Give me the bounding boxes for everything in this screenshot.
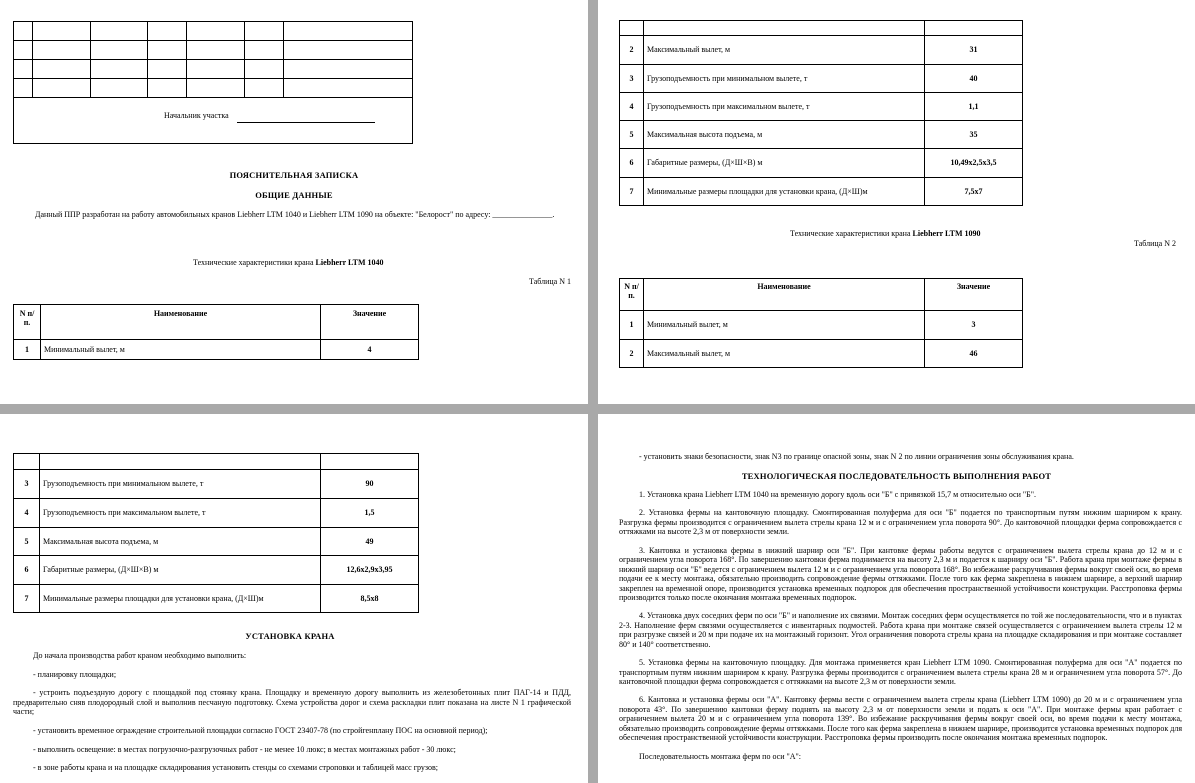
row-name: Грузоподъемность при минимальном вылете, т [644, 65, 925, 93]
table-row [14, 556, 419, 585]
paragraph: Последовательность монтажа ферм по оси "А": [639, 751, 801, 761]
row-value: 12,6х2,9х3,95 [321, 556, 419, 585]
row-value: 7,5х7 [925, 178, 1023, 206]
header-value: Значение [321, 305, 419, 340]
row-num: 4 [14, 499, 40, 528]
paragraph: 6. Кантовка и установка фермы оси "А". Кантовку фермы вести с ограничением вылета стрелы крана (Liebherr LTM 1090) до 20 м и с ограничением угла поворота 43°. По завершению кантовки ферму поднять на высоту 2,3 м от поверхности земли и подать к оси "А". При монтаже фермы кран работает с ограничением вылета 20 м и с ограничением угла поворота 139°. Во избежание раскручивания фермы вокруг своей оси, во время подачи к месту монтажа, обязательно производить сопровождение фермы оттяжками. После того как ферма закреплена в нижнем шарнире, производится установка временных подпорок для обеспечения пространственной устойчивости конструкции. Расстроповка фермы производить после окончания монтажа временных подпорок. [619, 695, 1182, 743]
row-name: Габаритные размеры, (Д×Ш×В) м [40, 556, 321, 585]
table-number: Таблица N 2 [1134, 239, 1176, 248]
chief-label: Начальник участка [164, 111, 229, 120]
body-text [619, 490, 1182, 770]
row-name: Минимальный вылет, м [644, 311, 925, 340]
document-title: ПОЯСНИТЕЛЬНАЯ ЗАПИСКА [229, 170, 359, 180]
table-caption-prefix: Технические характеристики крана [790, 229, 911, 238]
table-row [14, 528, 419, 556]
table-row [14, 340, 419, 360]
paragraph: 4. Установка двух соседних ферм по оси "Б" и наполнение их связями. Монтаж соседних ферм осуществляется по той же последовательности, что и в пунктах 2-3. Наполнение ферм связями осуществляется с инвентарных подмостей. Работа крана при монтаже связей осуществляется с ограничением вылета стрелы 12 м при разгрузке связей и 20 м при подаче их на монтажный горизонт. Угол ограничения поворота стрелы крана на площадке складирования и при монтаже составляет 80° и 140° соответственно. [619, 611, 1182, 649]
row-num: 7 [14, 585, 40, 613]
section-title: ОБЩИЕ ДАННЫЕ [255, 190, 333, 200]
crane-spec-table-1-continued [619, 20, 1023, 206]
row-name: Минимальные размеры площадки для установки крана, (Д×Ш)м [644, 178, 925, 206]
table-number: Таблица N 1 [529, 277, 571, 286]
paragraph: - выполнить освещение: в местах погрузочно-разгрузочных работ - не менее 10 люкс; в местах монтажных работ - 30 люкс; [33, 744, 456, 754]
document-page-3 [0, 414, 588, 783]
header-num: N п/п. [14, 305, 41, 340]
row-value: 40 [925, 65, 1023, 93]
row-name: Максимальная высота подъема, м [644, 121, 925, 149]
crane-spec-table-2-continued [13, 453, 419, 613]
table-row [620, 93, 1023, 121]
header-num: N п/п. [620, 279, 644, 311]
row-num: 1 [14, 340, 41, 360]
table-caption [193, 258, 384, 268]
table-row [620, 36, 1023, 65]
table-row [620, 65, 1023, 93]
row-name: Максимальный вылет, м [644, 36, 925, 65]
row-name: Габаритные размеры, (Д×Ш×В) м [644, 149, 925, 178]
header-name: Наименование [41, 305, 321, 340]
crane-spec-table-1 [13, 304, 419, 360]
row-name: Минимальный вылет, м [41, 340, 321, 360]
row-value: 35 [925, 121, 1023, 149]
row-value: 31 [925, 36, 1023, 65]
row-value: 4 [321, 340, 419, 360]
table-caption-model: Liebherr LTM 1040 [315, 258, 384, 267]
paragraph: - устроить подъездную дорогу с площадкой под стоянку крана. Площадку и временную дорогу выполнить из железобетонных плит ПАГ-14 и ПДД, предварительно сняв плодородный слой и выполнив песчаную подготовку. Схема устройства дорог и схема раскладки плит показана на листе N 1 графической части; [13, 688, 571, 717]
paragraph: - установить знаки безопасности, знак N3 по границе опасной зоны, знак N 2 по линии ограничения зоны обслуживания крана. [639, 452, 1074, 461]
row-num: 2 [620, 340, 644, 368]
row-num: 3 [14, 470, 40, 499]
row-num: 2 [620, 36, 644, 65]
row-num: 6 [14, 556, 40, 585]
crane-spec-table-2 [619, 278, 1023, 368]
row-name: Грузоподъемность при минимальном вылете, т [40, 470, 321, 499]
paragraph: 5. Установка фермы на кантовочную площадку. Для монтажа применяется кран Liebherr LTM 1090. Смонтированная полуферма для оси "А" подается по транспортным путям нижним шарниром к крану. Разгрузка фермы производится с ограничением вылета стрелы крана 28 м и ограничением угла поворота 57°. До кантовочной площадки ферма сопровождается с оттяжками на высоте 2,3 м от поверхности земли. [619, 658, 1182, 686]
row-value: 49 [321, 528, 419, 556]
row-name: Максимальный вылет, м [644, 340, 925, 368]
row-num: 6 [620, 149, 644, 178]
header-name: Наименование [644, 279, 925, 311]
row-value: 1,1 [925, 93, 1023, 121]
paragraph: - в зоне работы крана и на площадке складирования установить стенды со схемами строповки и таблицей масс грузов; [33, 763, 439, 773]
table-row [620, 149, 1023, 178]
row-value: 1,5 [321, 499, 419, 528]
row-name: Грузоподъемность при максимальном вылете, т [40, 499, 321, 528]
intro-paragraph: Данный ППР разработан на работу автомобильных кранов Liebherr LTM 1040 и Liebherr LTM 1090 на объекте: "Белорост" по адресу: _______________. [35, 210, 555, 219]
table-caption-prefix: Технические характеристики крана [193, 258, 314, 267]
row-name: Максимальная высота подъема, м [40, 528, 321, 556]
row-name: Грузоподъемность при максимальном вылете, т [644, 93, 925, 121]
paragraph: - планировку площадки; [33, 669, 117, 679]
table-row [620, 178, 1023, 206]
paragraph: - установить временное ограждение строительной площадки согласно ГОСТ 23407-78 (по стройгенплану ПОС на основной период); [33, 725, 488, 735]
table-row [14, 470, 419, 499]
table-row [620, 311, 1023, 340]
row-value: 8,5х8 [321, 585, 419, 613]
row-value: 90 [321, 470, 419, 499]
table-caption-model: Liebherr LTM 1090 [912, 229, 981, 238]
document-page-4 [598, 414, 1195, 783]
paragraph: 1. Установка крана Liebherr LTM 1040 на временную дорогу вдоль оси "Б" с привязкой 15,7 м относительно оси "Б". [639, 490, 1037, 499]
row-value: 46 [925, 340, 1023, 368]
row-value: 3 [925, 311, 1023, 340]
row-num: 1 [620, 311, 644, 340]
paragraph: 2. Установка фермы на кантовочную площадку. Смонтированная полуферма для оси "Б" подается по транспортным путям нижним шарниром к крану. Разгрузка фермы производится с ограничением вылета стрелы крана 12 м и с ограничением угла поворота 90°. До кантовочной площадки ферма сопровождается с оттяжками на высоте 2,3 м от поверхности земли. [619, 508, 1182, 537]
approval-grid-table [13, 21, 413, 144]
header-value: Значение [925, 279, 1023, 311]
body-text [13, 651, 571, 782]
row-value: 10,49х2,5х3,5 [925, 149, 1023, 178]
table-caption [790, 229, 981, 239]
section-title: ТЕХНОЛОГИЧЕСКАЯ ПОСЛЕДОВАТЕЛЬНОСТЬ ВЫПОЛНЕНИЯ РАБОТ [741, 471, 1052, 481]
row-num: 5 [14, 528, 40, 556]
table-row [14, 585, 419, 613]
paragraph: До начала производства работ краном необходимо выполнить: [33, 651, 247, 660]
section-title: УСТАНОВКА КРАНА [245, 631, 335, 641]
row-num: 7 [620, 178, 644, 206]
signature-line [237, 122, 375, 123]
document-page-1 [0, 0, 588, 404]
row-num: 4 [620, 93, 644, 121]
table-row [620, 121, 1023, 149]
row-num: 5 [620, 121, 644, 149]
paragraph: 3. Кантовка и установка фермы в нижний шарнир оси "Б". При кантовке фермы работы ведутся с ограничением вылета стрелы крана до 12 м и с ограничением угла поворота 168°. По завершению кантовки ферма поднимается на высоту 2,3 м и подается к шарниру оси "Б". Работа крана при монтаже фермы в нижний шарнир оси "Б" ведется с ограничением вылета 12 м и с ограничением угла поворота 168°. Во избежание раскручивания фермы вокруг своей оси, во время подачи ее к месту монтажа, обязательно производить сопровождение фермы оттяжками. После того как ферма закреплена в нижнем шарнире, а верхний шарнир закреплен на временной опоре, производится установка временных подпорок для обеспечения пространственной устойчивости конструкции. Расстроповка фермы производится только после окончания монтажа временных подпорок. [619, 545, 1182, 602]
row-num: 3 [620, 65, 644, 93]
document-page-2 [598, 0, 1195, 404]
table-row [620, 340, 1023, 368]
table-row [14, 499, 419, 528]
row-name: Минимальные размеры площадки для установки крана, (Д×Ш)м [40, 585, 321, 613]
